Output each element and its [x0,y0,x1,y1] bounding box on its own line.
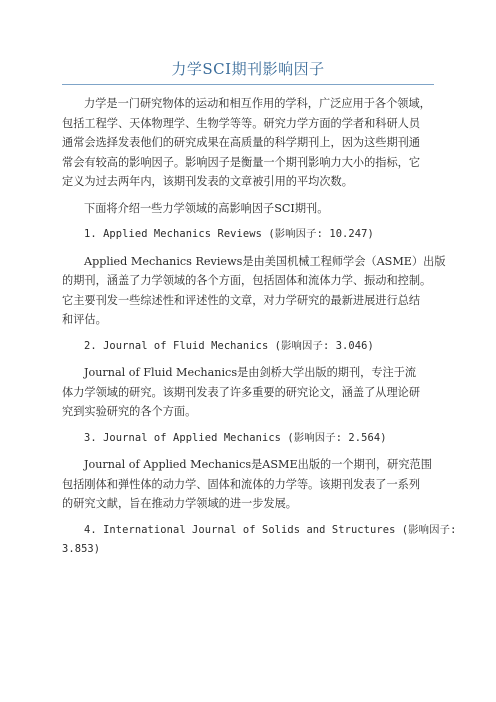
journal-desc-line: 的期刊，涵盖了力学领域的各个方面，包括固体和流体力学、振动和控制。 [62,274,432,287]
document-body [62,94,457,567]
journal-desc-3 [62,455,438,514]
document-title: 力学SCI期刊影响因子 [171,60,325,78]
journal-desc-line: 它主要刊发一些综述性和评述性的文章，对力学研究的最新进展进行总结 [62,293,421,307]
journal-heading-line: 3. Journal of Applied Mechanics (影响因子: 2.564) [84,431,387,444]
journal-desc-line: 体力学领域的研究。该期刊发表了许多重要的研究论文，涵盖了从理论研 [62,385,421,399]
lead-paragraph [62,199,438,219]
intro-paragraph [62,94,438,192]
lead-line: 下面将介绍一些力学领域的高影响因子SCI期刊。 [84,201,329,215]
intro-line: 常会有较高的影响因子。影响因子是衡量一个期刊影响力大小的指标，它 [62,155,421,169]
journal-heading-3 [62,429,438,449]
intro-line: 定义为过去两年内，该期刊发表的文章被引用的平均次数。 [62,175,353,188]
journal-heading-line: 1. Applied Mechanics Reviews (影响因子: 10.247) [84,228,374,240]
journal-desc-1 [62,252,446,330]
journal-desc-line: 和评估。 [62,313,107,326]
intro-line: 包括工程学、天体物理学、生物学等等。研究力学方面的学者和科研人员 [62,116,421,130]
journal-desc-line: 的研究文献，旨在推动力学领域的进一步发展。 [62,497,297,510]
journal-desc-line: Journal of Applied Mechanics是ASME出版的一个期刊，研究范围 [84,458,432,471]
journal-heading-line: 3.853) [62,543,101,555]
journal-heading-4 [62,521,457,560]
intro-line: 通常会选择发表他们的研究成果在高质量的科学期刊上，因为这些期刊通 [62,136,421,149]
journal-heading-line: 2. Journal of Fluid Mechanics (影响因子: 3.046) [84,339,374,352]
journal-heading-line: 4. International Journal of Solids and Structures (影响因子: [84,523,457,536]
journal-heading-2 [62,337,438,357]
journal-desc-line: Applied Mechanics Reviews是由美国机械工程师学会（ASME）出版 [84,254,446,268]
title-divider [62,84,434,85]
journal-heading-1 [62,225,438,245]
journal-desc-line: Journal of Fluid Mechanics是由剑桥大学出版的期刊，专注于流 [84,366,417,379]
journal-desc-2 [62,363,438,422]
journal-desc-line: 究到实验研究的各个方面。 [62,405,197,418]
intro-line: 力学是一门研究物体的运动和相互作用的学科，广泛应用于各个领域， [84,97,431,110]
journal-desc-line: 包括刚体和弹性体的动力学、固体和流体的力学等。该期刊发表了一系列 [62,477,421,491]
